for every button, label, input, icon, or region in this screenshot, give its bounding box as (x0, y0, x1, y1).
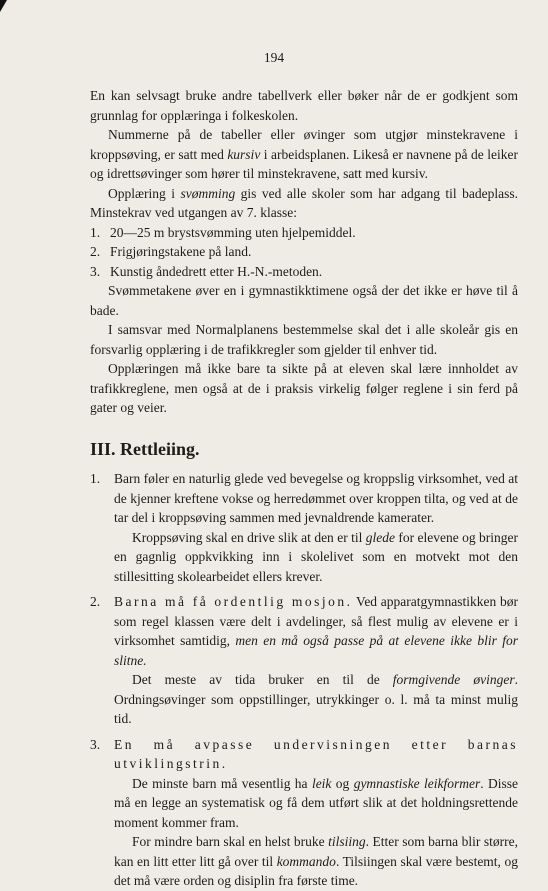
paragraph: Svømmetakene øver en i gymnastikktimene også der det ikke er høve til å bade. (90, 283, 518, 318)
paragraph: Opplæring i svømming gis ved alle skoler som har adgang til badeplass. Minstekrav ved utgangen av 7. klasse: (90, 185, 518, 220)
paragraph: Det meste av tida bruker en til de formgivende øvinger. Ordningsøvinger som oppstillinger, utrykkinger o. l. må ta minst mulig tid. (114, 672, 518, 726)
list-item: 3. Kunstig åndedrett etter H.-N.-metoden. (90, 263, 323, 279)
list-item: 1. 20—25 m brystsvømming uten hjelpemiddel. (90, 224, 356, 240)
corner-mark (0, 0, 7, 12)
section-3: 3. En må avpasse undervisningen etter barnas utviklingstrin. De minste barn må vesentlig ha leik og gymnastiske leikformer. Disse må en legge an systematisk og få dem utført slik at det holdningsrettende moment kommer fram. For mindre barn skal en helst bruke tilsiing. Etter som barna blir større, kan en litt etter litt gå over til kommando. Tilsiingen skal være bestemt, og det må være orden og disiplin fra første time. (90, 735, 518, 891)
paragraph: I samsvar med Normalplanens bestemmelse skal det i alle skoleår gis en forsvarlig opplæring i de trafikkregler som gjelder til enhver tid. (90, 322, 518, 357)
requirements-list (90, 223, 518, 282)
paragraph: Kroppsøving skal en drive slik at den er til glede for elevene og bringer en gagnlig oppkvikking inn i skolelivet som en motvekt mot den stillesitting skolearbeidet ellers krever. (114, 529, 518, 584)
paragraph: De minste barn må vesentlig ha leik og gymnastiske leikformer. Disse må en legge an systematisk og få dem utført slik at det holdningsrettende moment kommer fram. (114, 775, 519, 830)
paragraph: En må avpasse undervisningen etter barnas utviklingstrin. (114, 736, 518, 771)
section-heading: III. Rettleiing. (90, 438, 200, 459)
section-2: 2. Barna må få ordentlig mosjon. Ved apparatgymnastikken bør som regel klassen være delt i avdelinger, så flest mulig av elevene er i virksomhet samtidig, men en må også passe på at elevene ikke blir for slitne. Det meste av tida bruker en til de formgivende øvinger. Ordningsøvinger som oppstillinger, utrykkinger o. l. må ta minst mulig tid. (90, 592, 518, 729)
page-number: 194 (263, 50, 285, 65)
paragraph: En kan selvsagt bruke andre tabellverk eller bøker når de er godkjent som grunnlag for opplæringa i folkeskolen. (90, 88, 518, 123)
paragraph: For mindre barn skal en helst bruke tilsiing. Etter som barna blir større, kan en litt etter litt gå over til kommando. Tilsiingen skal være bestemt, og det må være orden og disiplin fra første time. (114, 834, 518, 888)
page-content (90, 86, 518, 891)
paragraph: Opplæringen må ikke bare ta sikte på at eleven skal lære innholdet av trafikkreglene, men også at de i praksis virkelig følger reglene i sin ferd på gater og veier. (90, 361, 518, 415)
section-1: 1. Barn føler en naturlig glede ved bevegelse og kroppslig virksomhet, ved at de kjenner kreftene vokse og herredømmet over kroppen tilta, og ved at de tar del i kroppsøving sammen med jevnaldrende kamerater. Kroppsøving skal en drive slik at den er til glede for elevene og bringer en gagnlig oppkvikking inn i skolelivet som en motvekt mot den stillesitting skolearbeidet ellers krever. (90, 469, 518, 586)
paragraph: Barn føler en naturlig glede ved bevegelse og kroppslig virksomhet, ved at de kjenner kreftene vokse og herredømmet over kroppen tilta, og ved at de tar del i kroppsøving sammen med jevnaldrende kamerater. (114, 471, 518, 525)
paragraph: Barna må få ordentlig mosjon. Ved apparatgymnastikken bør som regel klassen være delt i avdelinger, så flest mulig av elevene er i virksomhet samtidig, men en må også passe på at elevene ikke blir for slitne. (114, 594, 518, 668)
list-item: 2. Frigjøringstakene på land. (90, 244, 252, 259)
paragraph: Nummerne på de tabeller eller øvinger som utgjør minstekravene i kroppsøving, er satt med kursiv i arbeidsplanen. Likeså er navnene på de leiker og idrettsøvinger som hører til minstekravene, satt med kursiv. (90, 127, 518, 181)
